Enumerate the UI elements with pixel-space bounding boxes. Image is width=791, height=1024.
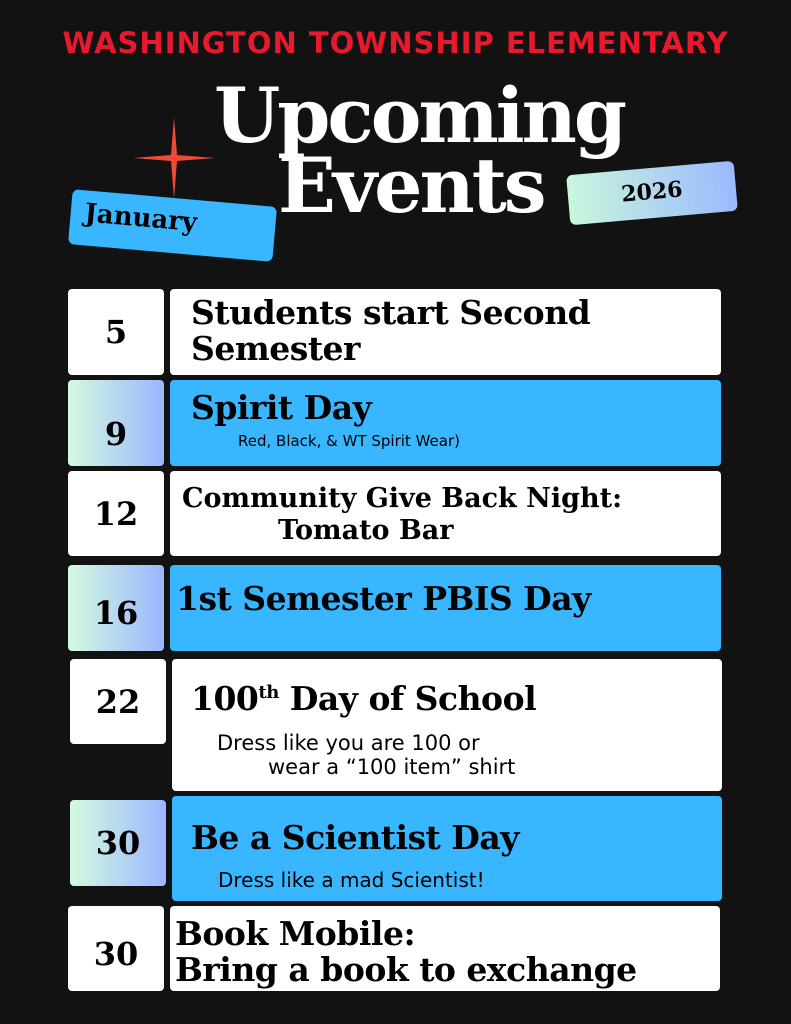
event-date: 5: [68, 289, 164, 375]
event-detail: Dress like you are 100 or: [217, 731, 480, 755]
event-item: [172, 659, 722, 791]
event-date: 30: [70, 800, 166, 886]
event-date: 12: [68, 471, 164, 556]
event-title: Spirit Day: [191, 388, 372, 427]
event-title: 1st Semester PBIS Day: [176, 579, 591, 618]
school-name: WASHINGTON TOWNSHIP ELEMENTARY: [62, 26, 729, 60]
event-detail: Dress like a mad Scientist!: [218, 868, 485, 892]
event-date: 16: [68, 565, 164, 651]
event-detail: wear a “100 item” shirt: [268, 755, 516, 779]
event-title: Be a Scientist Day: [191, 818, 519, 857]
event-title-superscript: th: [258, 682, 279, 703]
event-item: [170, 906, 720, 991]
month-label: January: [68, 189, 277, 262]
event-date: 9: [68, 380, 164, 466]
event-title: Tomato Bar: [278, 515, 454, 546]
event-date: 22: [70, 659, 166, 744]
event-item: [172, 796, 722, 901]
event-date: 30: [68, 906, 164, 991]
year-label: 2026: [566, 161, 738, 225]
title-upcoming: Upcoming: [214, 71, 625, 160]
event-title: Bring a book to exchange: [175, 950, 637, 989]
event-item: [170, 565, 721, 651]
event-item: [170, 471, 721, 556]
event-title: Book Mobile:: [175, 914, 416, 953]
event-item: [170, 380, 721, 466]
title-events: Events: [278, 141, 544, 230]
event-title: Day of School: [278, 679, 537, 718]
event-title: 100: [191, 679, 259, 718]
event-detail: Red, Black, & WT Spirit Wear): [238, 432, 460, 450]
event-title: Community Give Back Night:: [182, 483, 623, 514]
event-title: Semester: [191, 329, 360, 368]
sparkle-star-icon: [133, 117, 215, 199]
event-item: [170, 289, 721, 375]
event-title: Students start Second: [191, 293, 591, 332]
